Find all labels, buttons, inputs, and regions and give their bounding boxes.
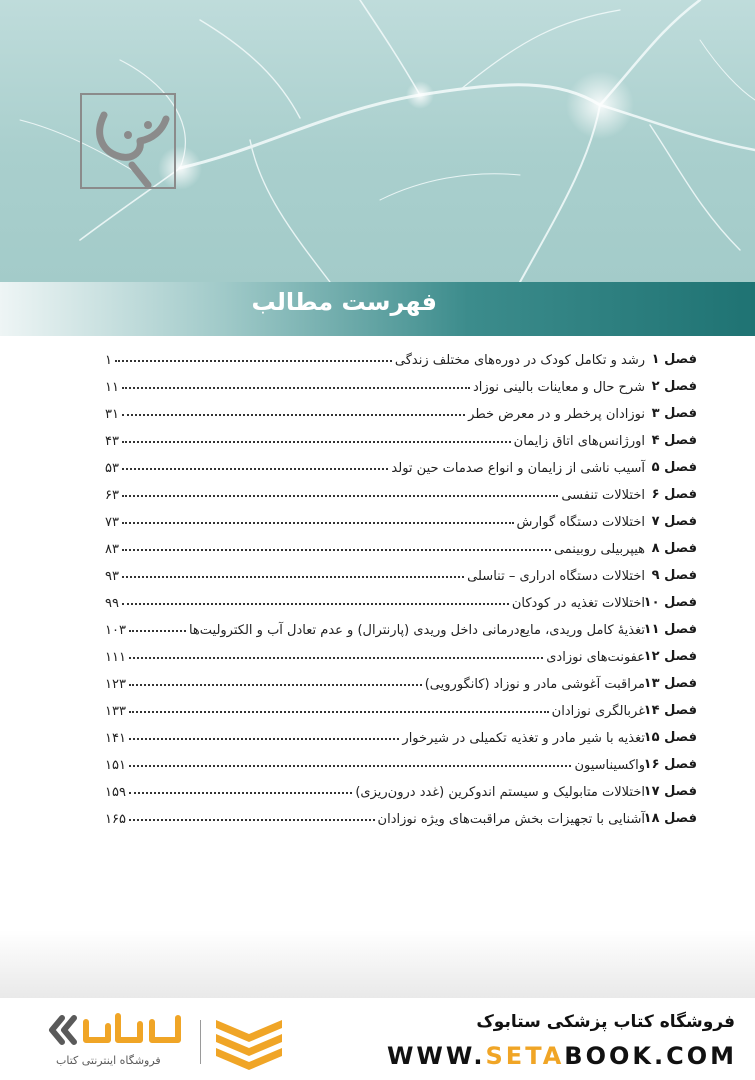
chapter-title: نوزادان پرخطر و در معرض خطر xyxy=(468,407,645,422)
chapter-title: رشد و تکامل کودک در دوره‌های مختلف زندگی xyxy=(394,353,645,368)
chapter-number: فصل ۱۸ xyxy=(643,811,697,826)
toc-leader-row xyxy=(105,703,645,719)
chapter-number: فصل ۹ xyxy=(651,568,697,583)
chapter-number: فصل ۱ xyxy=(651,352,697,367)
page-number: ۱۵۱ xyxy=(105,758,126,773)
toc-entry[interactable] xyxy=(105,564,697,591)
chapter-number: فصل ۱۵ xyxy=(643,730,697,745)
chapter-number: فصل ۷ xyxy=(651,514,697,529)
page-number: ۱۴۱ xyxy=(105,731,126,746)
toc-entry[interactable] xyxy=(105,348,697,375)
toc-leader-row xyxy=(105,676,645,692)
cover-banner xyxy=(0,0,755,282)
chapter-number: فصل ۱۱ xyxy=(643,622,697,637)
dot-leader xyxy=(129,728,399,740)
store-footer xyxy=(0,998,755,1080)
chapter-title: اختلالات متابولیک و سیستم اندوکرین (غدد درون‌ریزی) xyxy=(355,785,645,800)
chapter-title: اختلالات دستگاه گوارش xyxy=(516,515,645,530)
toc-entry[interactable] xyxy=(105,807,697,834)
toc-leader-row xyxy=(105,730,645,746)
toc-leader-row xyxy=(105,514,645,530)
url-suffix: BOOK.COM xyxy=(564,1042,737,1070)
title-band xyxy=(0,282,755,336)
page-number: ۱ xyxy=(105,353,112,368)
dot-leader xyxy=(122,431,511,443)
toc-entry[interactable] xyxy=(105,402,697,429)
page-number: ۴۳ xyxy=(105,434,119,449)
toc-leader-row xyxy=(105,595,645,611)
chapter-title: آسیب ناشی از زایمان و انواع صدمات حین تولد xyxy=(391,461,645,476)
page-number: ۱۵۹ xyxy=(105,785,126,800)
chapter-title: عفونت‌های نوزادی xyxy=(546,650,645,665)
toc-entry[interactable] xyxy=(105,699,697,726)
stacked-chevrons-icon xyxy=(212,1014,286,1070)
brand-wordmark xyxy=(48,1008,188,1052)
chapter-number: فصل ۴ xyxy=(651,433,697,448)
dot-leader xyxy=(129,701,549,713)
store-name: فروشگاه کتاب پزشکی ستابوک xyxy=(476,1012,735,1032)
chapter-number: فصل ۱۶ xyxy=(643,757,697,772)
chapter-title: تغذیهٔ کامل وریدی، مایع‌درمانی داخل وریدی (پارنترال) و عدم تعادل آب و الکترولیت‌ها xyxy=(188,623,645,638)
dot-leader xyxy=(122,377,470,389)
chapter-number: فصل ۱۲ xyxy=(643,649,697,664)
brand-subtitle: فروشگاه اینترنتی کتاب xyxy=(56,1054,161,1067)
chapter-title: آشنایی با تجهیزات بخش مراقبت‌های ویژه نوزادان xyxy=(377,812,645,827)
toc-leader-row xyxy=(105,379,645,395)
page-number: ۶۳ xyxy=(105,488,119,503)
dot-leader xyxy=(122,404,465,416)
toc-entry[interactable] xyxy=(105,726,697,753)
toc-leader-row xyxy=(105,433,645,449)
toc-leader-row xyxy=(105,460,645,476)
chapter-title: مراقبت آغوشی مادر و نوزاد (کانگورویی) xyxy=(424,677,645,692)
publisher-logo xyxy=(80,93,176,189)
url-highlight: SETA xyxy=(485,1042,565,1070)
chapter-number: فصل ۱۳ xyxy=(643,676,697,691)
toc-entry[interactable] xyxy=(105,375,697,402)
toc-entry[interactable] xyxy=(105,618,697,645)
toc-leader-row xyxy=(105,784,645,800)
page-number: ۱۳۳ xyxy=(105,704,126,719)
chapter-title: اختلالات تغذیه در کودکان xyxy=(511,596,645,611)
chapter-title: تغذیه با شیر مادر و تغذیه تکمیلی در شیرخوار xyxy=(402,731,645,746)
page-number: ۱۰۳ xyxy=(105,623,126,638)
chapter-number: فصل ۲ xyxy=(651,379,697,394)
toc-leader-row xyxy=(105,811,645,827)
toc-entry[interactable] xyxy=(105,456,697,483)
dot-leader xyxy=(122,485,558,497)
publisher-logo-icon xyxy=(82,95,174,187)
chapter-number: فصل ۱۴ xyxy=(643,703,697,718)
toc-leader-row xyxy=(105,406,645,422)
chapter-title: غربالگری نوزادان xyxy=(551,704,645,719)
dot-leader xyxy=(129,620,186,632)
page-number: ۹۹ xyxy=(105,596,119,611)
chapter-number: فصل ۱۷ xyxy=(643,784,697,799)
dot-leader xyxy=(122,512,514,524)
toc-leader-row xyxy=(105,649,645,665)
chapter-title: اختلالات تنفسی xyxy=(561,488,645,503)
chapter-title: اختلالات دستگاه ادراری – تناسلی xyxy=(467,569,645,584)
toc-leader-row xyxy=(105,541,645,557)
page-number: ۵۳ xyxy=(105,461,119,476)
page-number: ۱۱۱ xyxy=(105,650,126,665)
dot-leader xyxy=(129,755,571,767)
dot-leader xyxy=(129,782,352,794)
chapter-title: هیپربیلی روبینمی xyxy=(553,542,645,557)
page-number: ۷۳ xyxy=(105,515,119,530)
dot-leader xyxy=(115,350,392,362)
page-title: فهرست مطالب xyxy=(251,288,437,316)
chapter-number: فصل ۳ xyxy=(651,406,697,421)
toc-entry[interactable] xyxy=(105,429,697,456)
chapter-number: فصل ۱۰ xyxy=(643,595,697,610)
toc-entry[interactable] xyxy=(105,672,697,699)
page-number: ۱۶۵ xyxy=(105,812,126,827)
page-number: ۳۱ xyxy=(105,407,119,422)
dot-leader xyxy=(129,809,375,821)
dot-leader xyxy=(129,647,543,659)
page-number: ۱۱ xyxy=(105,380,119,395)
dot-leader xyxy=(122,458,388,470)
chapter-title: شرح حال و معاینات بالینی نوزاد xyxy=(472,380,645,395)
chapter-title: اورژانس‌های اتاق زایمان xyxy=(513,434,645,449)
table-of-contents xyxy=(105,348,697,834)
page-number: ۸۳ xyxy=(105,542,119,557)
chapter-title: واکسیناسیون xyxy=(574,758,645,773)
dot-leader xyxy=(122,539,551,551)
dot-leader xyxy=(129,674,422,686)
toc-entry[interactable] xyxy=(105,591,697,618)
toc-leader-row xyxy=(105,487,645,503)
toc-entry[interactable] xyxy=(105,483,697,510)
toc-entry[interactable] xyxy=(105,510,697,537)
footer-fade xyxy=(0,930,755,998)
chapter-number: فصل ۵ xyxy=(651,460,697,475)
dot-leader xyxy=(122,593,509,605)
chapter-number: فصل ۶ xyxy=(651,487,697,502)
dot-leader xyxy=(122,566,464,578)
toc-entry[interactable] xyxy=(105,780,697,807)
toc-entry[interactable] xyxy=(105,537,697,564)
chapter-number: فصل ۸ xyxy=(651,541,697,556)
toc-leader-row xyxy=(105,352,645,368)
page-number: ۹۳ xyxy=(105,569,119,584)
toc-entry[interactable] xyxy=(105,753,697,780)
store-url[interactable] xyxy=(387,1042,737,1070)
toc-leader-row xyxy=(105,757,645,773)
url-prefix: WWW. xyxy=(386,1042,486,1070)
toc-leader-row xyxy=(105,622,645,638)
brand-separator xyxy=(200,1020,201,1064)
toc-leader-row xyxy=(105,568,645,584)
toc-entry[interactable] xyxy=(105,645,697,672)
page-number: ۱۲۳ xyxy=(105,677,126,692)
